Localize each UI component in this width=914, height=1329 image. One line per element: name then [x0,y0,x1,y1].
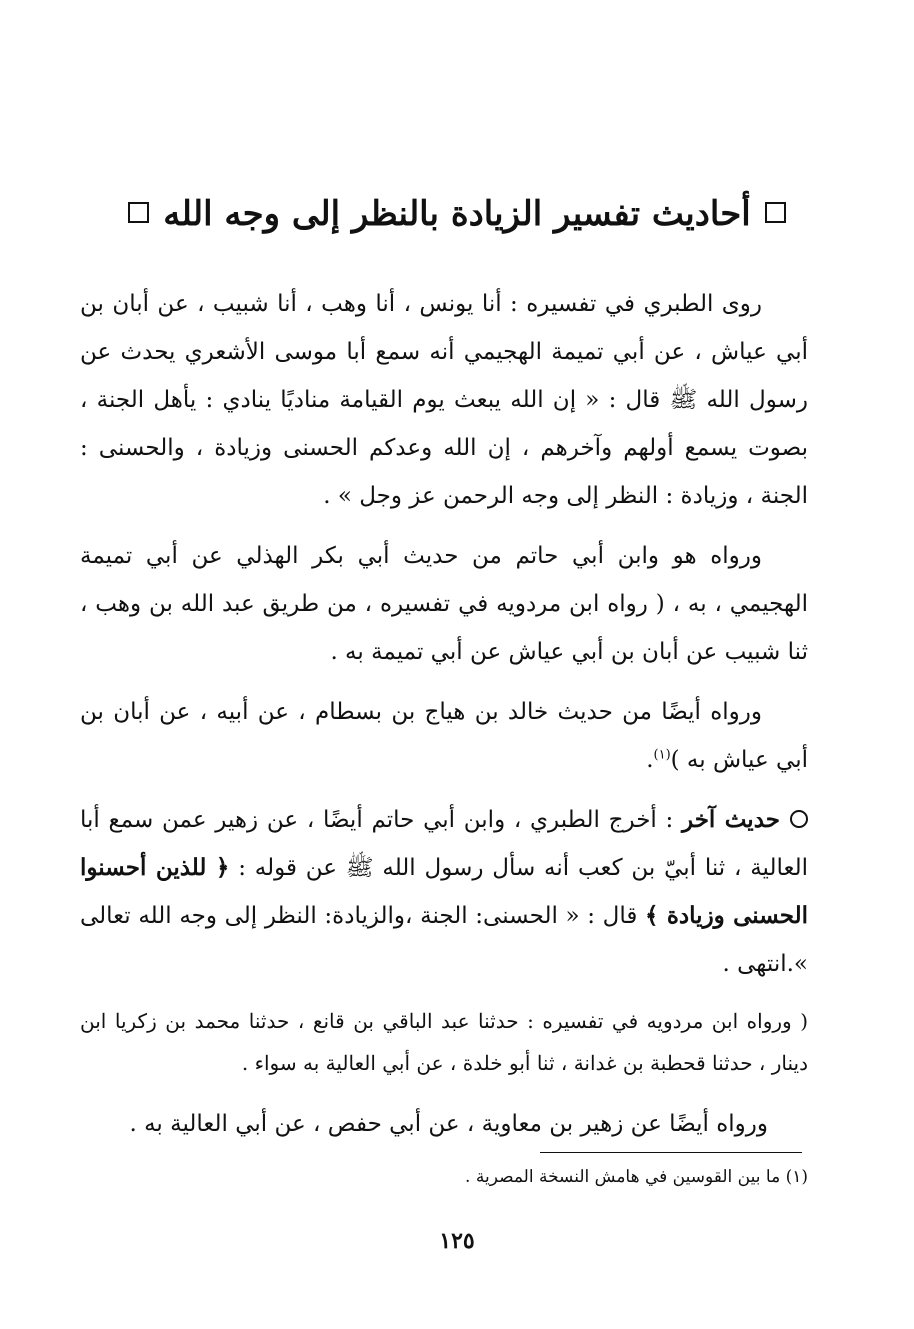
hadith-text-b: قال : « الحسنى: الجنة ،والزيادة: النظر إلى وجه الله تعالى ».انتهى . [80,903,808,977]
paragraph-khalid-narration [80,688,808,784]
footnote: (١) ما بين القوسين في هامش النسخة المصرية . [465,1167,808,1187]
paragraph-zuhayr-narration: ورواه أيضًا عن زهير بن معاوية ، عن أبي حفص ، عن أبي العالية به . [129,1111,768,1137]
section-heading [100,186,814,242]
paragraph-ibn-abi-hatim: ورواه هو وابن أبي حاتم من حديث أبي بكر الهذلي عن أبي تميمة الهجيمي ، به ، ( رواه ابن مردويه في تفسيره ، من طريق عبد الله بن وهب ، ثنا شبيب عن أبان بن أبي عياش عن أبي تميمة به . [80,543,808,665]
circle-bullet-icon [790,810,808,828]
square-ornament-right [765,202,786,223]
hadith-text-a: : أخرج الطبري ، وابن أبي حاتم أيضًا ، عن زهير عمن سمع أبا العالية ، ثنا أبيّ بن كعب أنه سأل رسول الله ﷺ عن قوله : [80,807,808,881]
paragraph-khalid-end: . [646,747,654,773]
hadith-lead: حديث آخر [682,806,780,833]
footnote-reference: (١) [653,747,671,763]
paragraph-ibn-mardawayh: ( ورواه ابن مردويه في تفسيره : حدثنا عبد الباقي بن قانع ، حدثنا محمد بن زكريا ابن دينار ، حدثنا قحطبة بن غدانة ، ثنا أبو خلدة ، عن أبي العالية به سواء . [80,1009,808,1075]
section-title: أحاديث تفسير الزيادة بالنظر إلى وجه الله [163,194,751,234]
quran-quote: ﴿ للذين أحسنوا الحسنى وزيادة ﴾ [80,854,809,929]
paragraph-khalid-text: ورواه أيضًا من حديث خالد بن هياج بن بسطام ، عن أبيه ، عن أبان بن أبي عياش به ) [80,699,808,773]
paragraph-another-hadith [80,796,808,988]
body-text [80,280,808,1160]
paragraph-tabari-narration: روى الطبري في تفسيره : أنا يونس ، أنا وهب ، أنا شبيب ، عن أبان بن أبي عياش ، عن أبي تميمة الهجيمي أنه سمع أبا موسى الأشعري يحدث عن رسول الله ﷺ قال : « إن الله يبعث يوم القيامة مناديًا ينادي : يأهل الجنة ، بصوت يسمع أولهم وآخرهم ، إن الله وعدكم الحسنى وزيادة ، والحسنى : الجنة ، وزيادة : النظر إلى وجه الرحمن عز وجل » . [80,291,808,509]
page-number: ١٢٥ [439,1228,475,1254]
square-ornament-left [128,202,149,223]
footnote-divider [540,1152,802,1153]
